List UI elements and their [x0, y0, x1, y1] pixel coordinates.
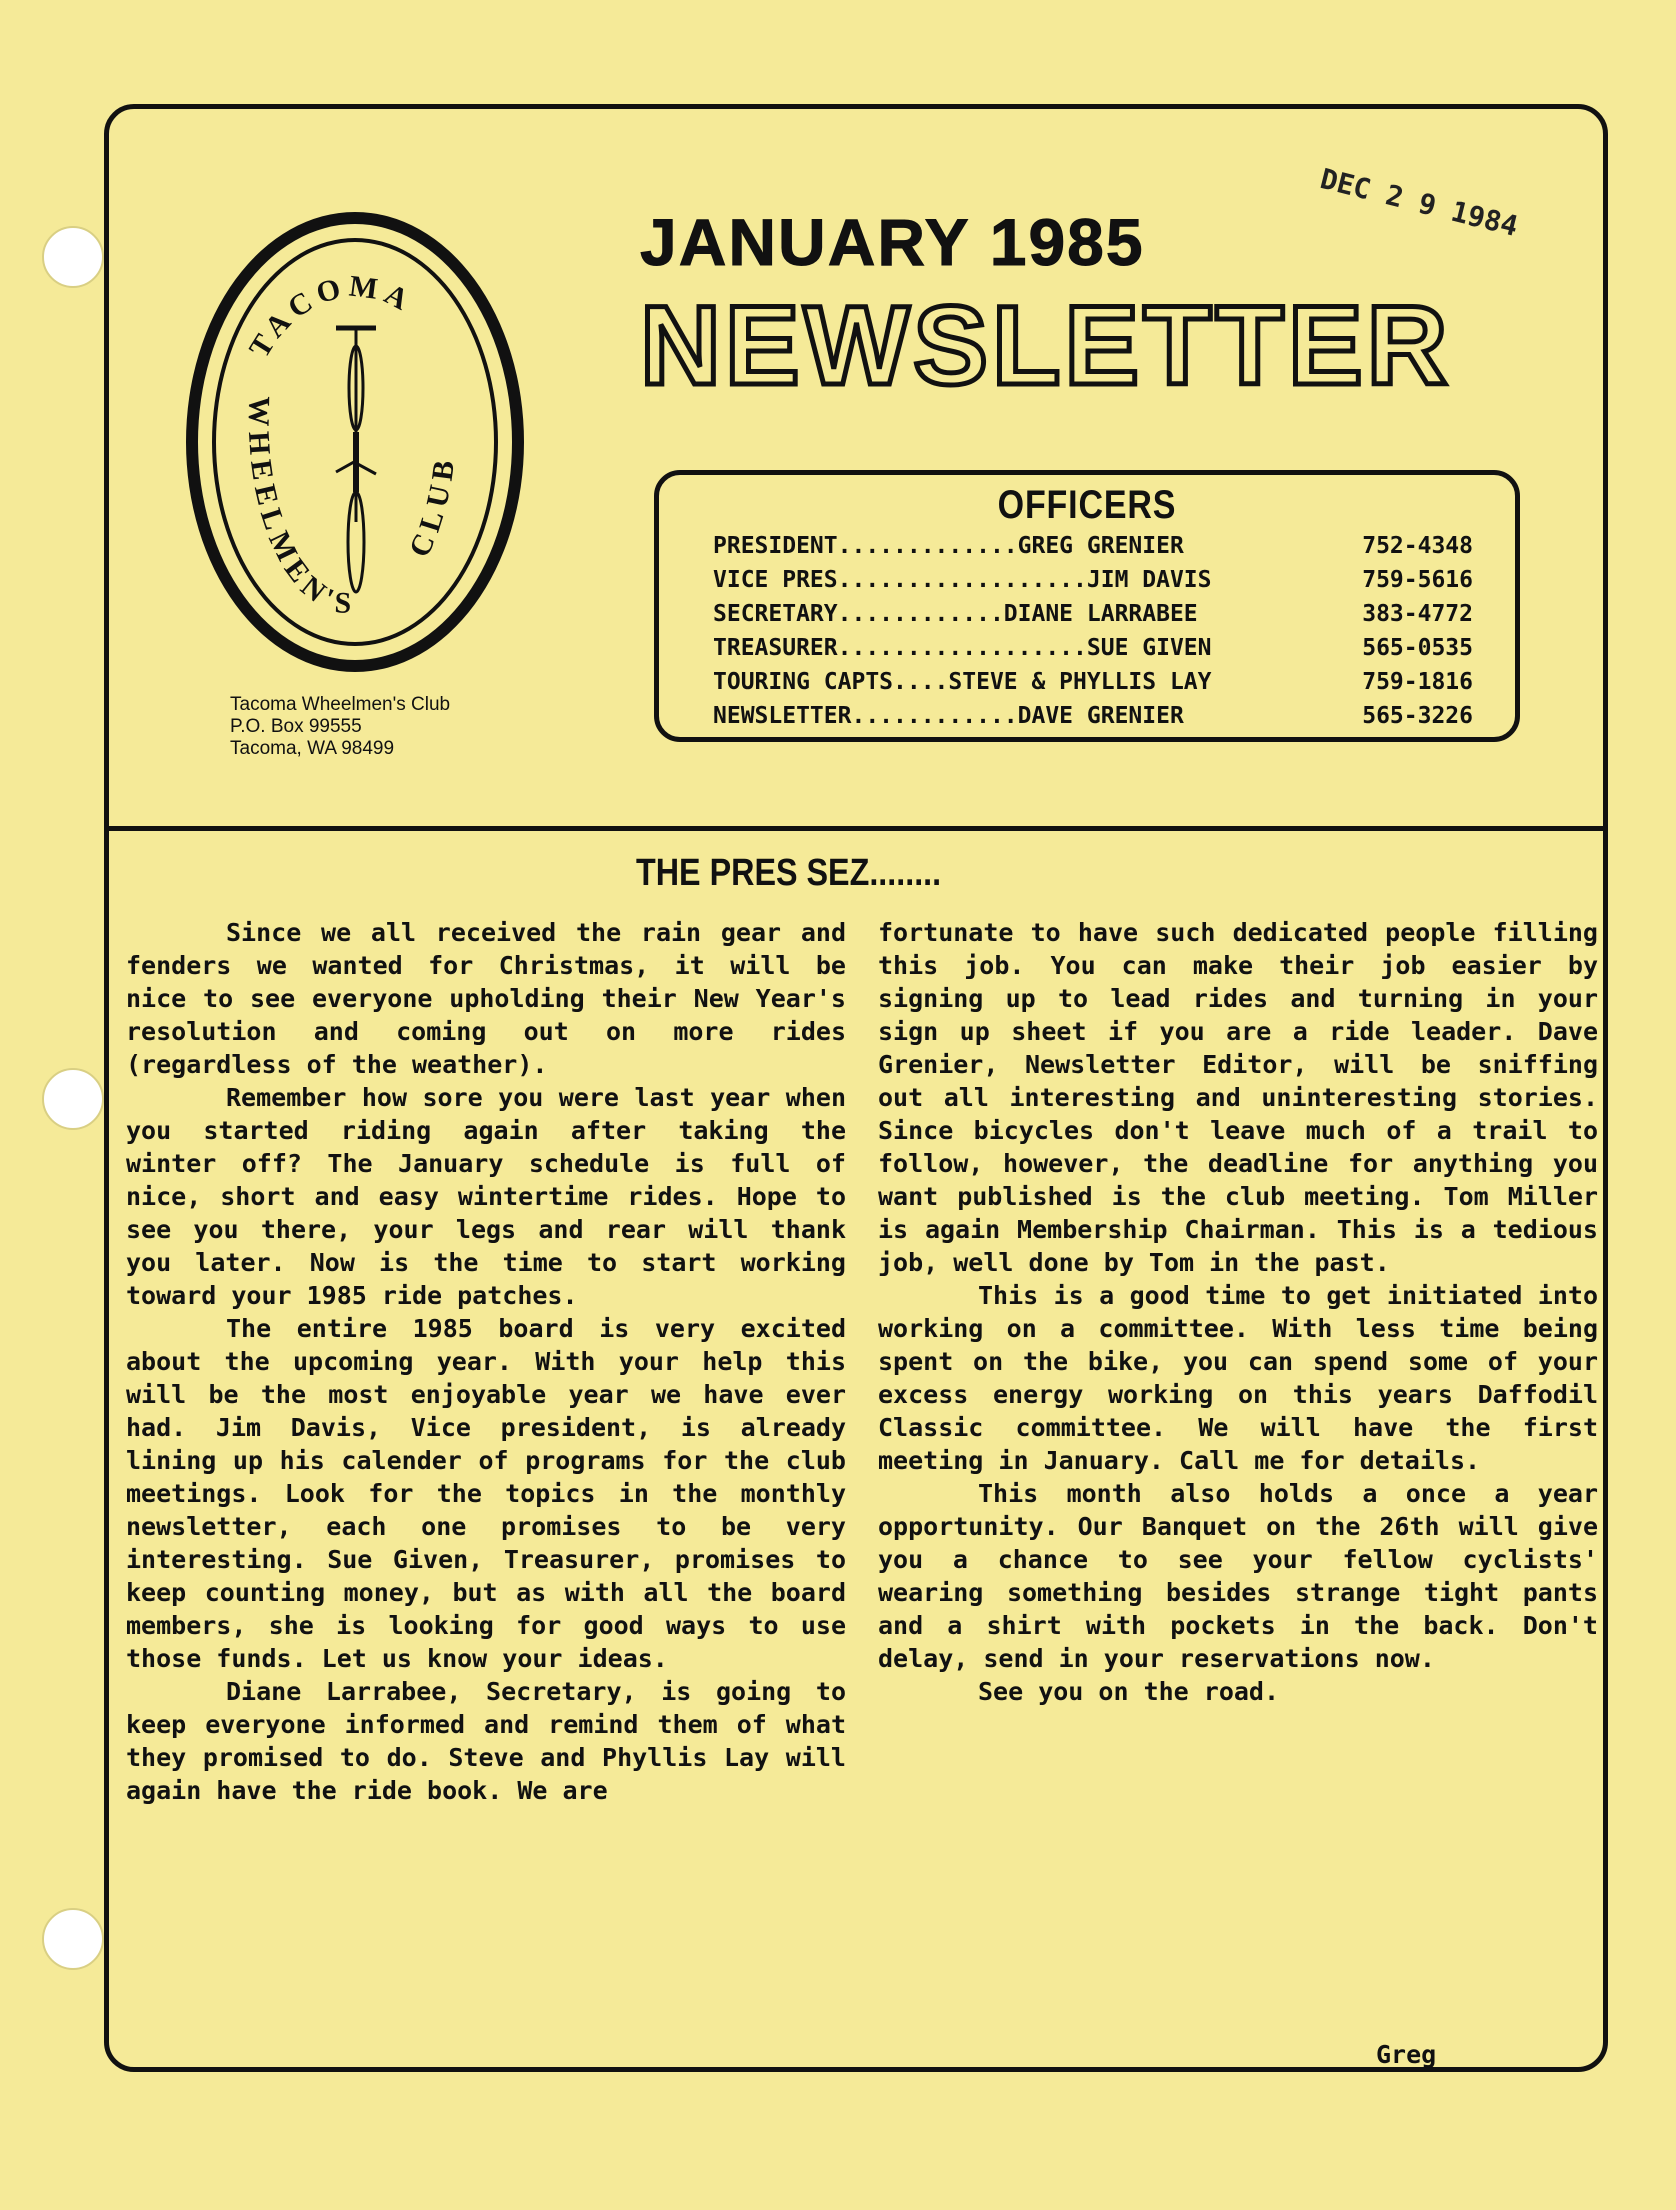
officers-heading: OFFICERS: [997, 483, 1177, 527]
bicycle-icon: [336, 328, 376, 592]
club-logo: [186, 212, 524, 672]
officer-role-name: VICE PRES..................JIM DAVIS: [713, 567, 1212, 593]
article-column-left: [126, 916, 846, 1807]
article-paragraph: Diane Larrabee, Secretary, is going to keep everyone informed and remind them of what they promised to do. Steve and Phyllis Lay will again have the ride book. We are: [126, 1677, 846, 1805]
officer-phone: 752-4348: [1362, 533, 1473, 559]
article-paragraph: Since we all received the rain gear and fenders we wanted for Christmas, it will be nice to see everyone upholding their New Year's resolution and coming out on more rides (regardless of the weather).: [126, 918, 846, 1079]
officer-row-secretary: [713, 601, 1473, 634]
officer-role-name: SECRETARY............DIANE LARRABEE: [713, 601, 1198, 627]
officers-box: [654, 470, 1520, 742]
officer-phone: 759-1816: [1362, 669, 1473, 695]
logo-text-wheelmens: WHEELMEN'S: [241, 395, 358, 621]
article-paragraph: This is a good time to get initiated into working on a committee. With less time being spent on the bike, you can spend some of your excess energy working on this years Daffodil Classic committee. We will have the first meeting in January. Call me for details.: [878, 1281, 1598, 1475]
article-title: THE PRES SEZ........: [636, 852, 942, 894]
address-line: Tacoma, WA 98499: [230, 738, 395, 759]
punch-hole-middle: [42, 1068, 104, 1130]
logo-text-club: CLUB: [402, 452, 462, 562]
logo-text-tacoma: TACOMA: [242, 269, 419, 364]
article-signature: Greg: [1376, 2040, 1437, 2069]
article-paragraph: fortunate to have such dedicated people filling this job. You can make their job easier by signing up to lead rides and turning in your sign up sheet if you are a ride leader. Dave Grenier, Newsletter Editor, will be sniffing out all interesting and uninteresting stories. Since bicycles don't leave much of a trail to follow, however, the deadline for anything you want published is the club meeting. Tom Miller is again Membership Chairman. This is a tedious job, well done by Tom in the past.: [878, 918, 1598, 1277]
article-paragraph: This month also holds a once a year opportunity. Our Banquet on the 26th will give you a chance to see your fellow cyclists' wearing something besides strange tight pants and a shirt with pockets in the back. Don't delay, send in your reservations now.: [878, 1479, 1598, 1673]
officer-row-treasurer: [713, 635, 1473, 668]
article-paragraph: Remember how sore you were last year when you started riding again after taking the winter off? The January schedule is full of nice, short and easy wintertime rides. Hope to see you there, your legs and rear will thank you later. Now is the time to start working toward your 1985 ride patches.: [126, 1083, 846, 1310]
address-line: P.O. Box 99555: [230, 716, 362, 737]
article-column-right: [878, 916, 1598, 1708]
officer-role-name: NEWSLETTER............DAVE GRENIER: [713, 703, 1184, 729]
article-paragraph: See you on the road.: [978, 1677, 1280, 1706]
issue-date-title: JANUARY 1985: [640, 205, 1145, 279]
officer-row-newsletter: [713, 703, 1473, 736]
article-paragraph: The entire 1985 board is very excited about the upcoming year. With your help this will be the most enjoyable year we have ever had. Jim Davis, Vice president, is already lining up his calender of programs for the club meetings. Look for the topics in the monthly newsletter, each one promises to be very interesting. Sue Given, Treasurer, promises to keep counting money, but as with all the board members, she is looking for good ways to use those funds. Let us know your ideas.: [126, 1314, 846, 1673]
officer-role-name: PRESIDENT.............GREG GRENIER: [713, 533, 1184, 559]
officer-phone: 759-5616: [1362, 567, 1473, 593]
received-date-stamp: DEC 2 9 1984: [1317, 162, 1522, 243]
club-address: [230, 694, 450, 760]
punch-hole-bottom: [42, 1908, 104, 1970]
officer-phone: 383-4772: [1362, 601, 1473, 627]
header-divider: [104, 826, 1608, 831]
officer-role-name: TREASURER..................SUE GIVEN: [713, 635, 1212, 661]
newsletter-title: NEWSLETTER: [640, 283, 1452, 408]
address-line: Tacoma Wheelmen's Club: [230, 694, 451, 715]
officer-role-name: TOURING CAPTS....STEVE & PHYLLIS LAY: [713, 669, 1212, 695]
officer-phone: 565-3226: [1362, 703, 1473, 729]
officer-row-touring-captains: [713, 669, 1473, 702]
officer-row-president: [713, 533, 1473, 566]
officer-row-vice-president: [713, 567, 1473, 600]
punch-hole-top: [42, 226, 104, 288]
officer-phone: 565-0535: [1362, 635, 1473, 661]
